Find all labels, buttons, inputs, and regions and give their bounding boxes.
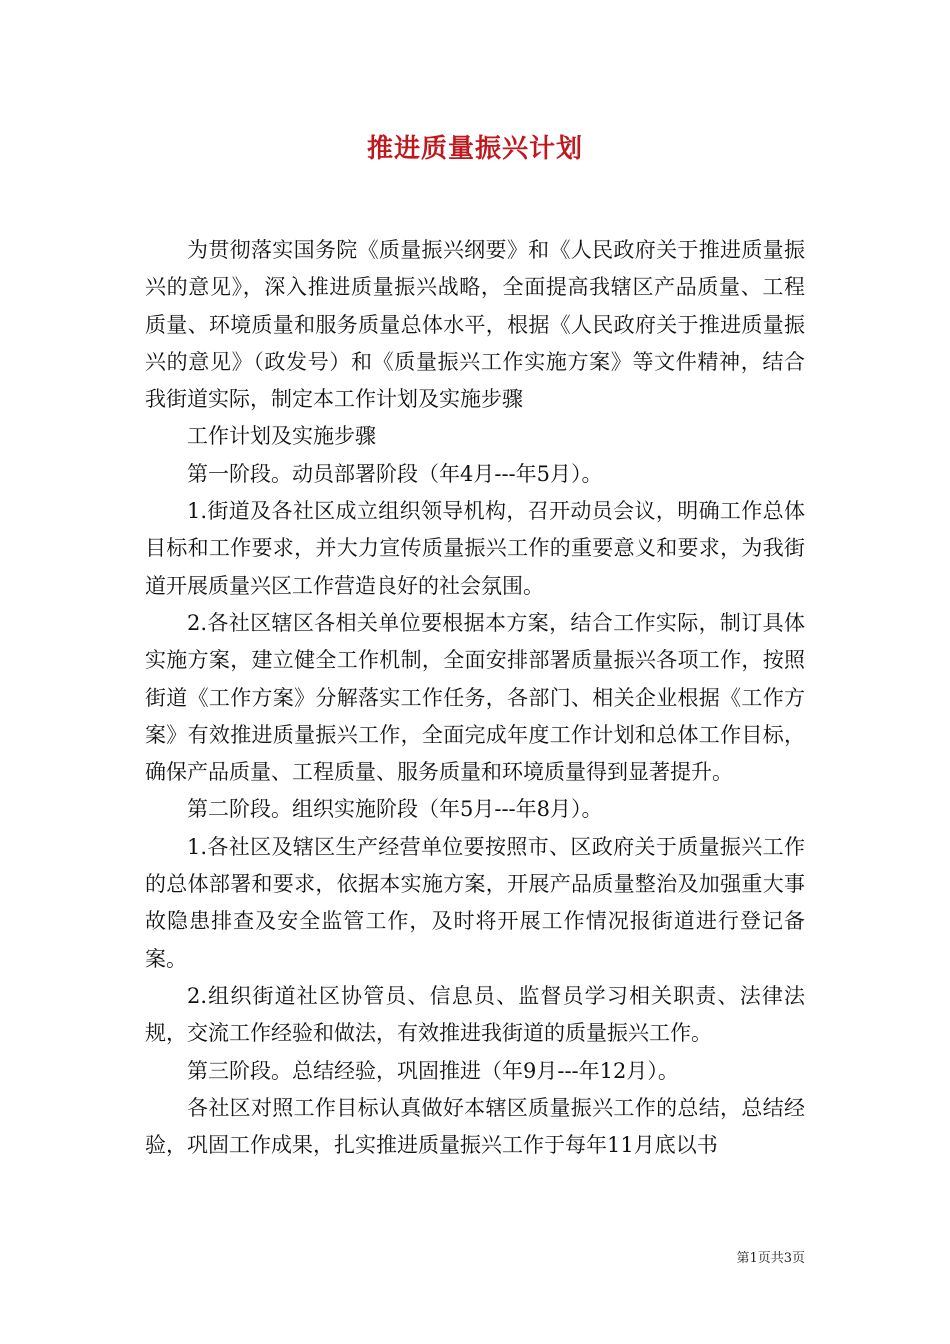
paragraph: 2.各社区辖区各相关单位要根据本方案，结合工作实际，制订具体实施方案，建立健全工作机制，全面安排部署质量振兴各项工作，按照街道《工作方案》分解落实工作任务，各部门、相关企业根据《工作方案》有效推进质量振兴工作，全面完成年度工作计划和总体工作目标，确保产品质量、工程质量、服务质量和环境质量得到显著提升。 [145, 610, 805, 785]
paragraph: 1.各社区及辖区生产经营单位要按照市、区政府关于质量振兴工作的总体部署和要求，依据本实施方案，开展产品质量整治及加强重大事故隐患排查及安全监管工作，及时将开展工作情况报街道进行登记备案。 [145, 834, 805, 971]
paragraph: 1.街道及各社区成立组织领导机构，召开动员会议，明确工作总体目标和工作要求，并大力宣传质量振兴工作的重要意义和要求，为我街道开展质量兴区工作营造良好的社会氛围。 [145, 499, 805, 598]
paragraph: 第三阶段。总结经验，巩固推进（年9月---年12月）。 [187, 1058, 679, 1083]
document-body [145, 232, 805, 1164]
paragraph: 第二阶段。组织实施阶段（年5月---年8月）。 [187, 797, 603, 822]
document-title: 推进质量振兴计划 [366, 134, 583, 164]
paragraph: 2.组织街道社区协管员、信息员、监督员学习相关职责、法律法规，交流工作经验和做法，有效推进我街道的质量振兴工作。 [145, 983, 805, 1046]
page-number: 第1页共3页 [736, 1251, 805, 1266]
paragraph: 工作计划及实施步骤 [187, 424, 376, 449]
paragraph: 第一阶段。动员部署阶段（年4月---年5月）。 [187, 461, 603, 486]
paragraph: 各社区对照工作目标认真做好本辖区质量振兴工作的总结，总结经验，巩固工作成果，扎实推进质量振兴工作于每年11月底以书 [145, 1095, 805, 1158]
paragraph: 为贯彻落实国务院《质量振兴纲要》和《人民政府关于推进质量振兴的意见》，深入推进质量振兴战略，全面提高我辖区产品质量、工程质量、环境质量和服务质量总体水平，根据《人民政府关于推进质量振兴的意见》（政发号）和《质量振兴工作实施方案》等文件精神，结合我街道实际，制定本工作计划及实施步骤 [145, 238, 805, 412]
